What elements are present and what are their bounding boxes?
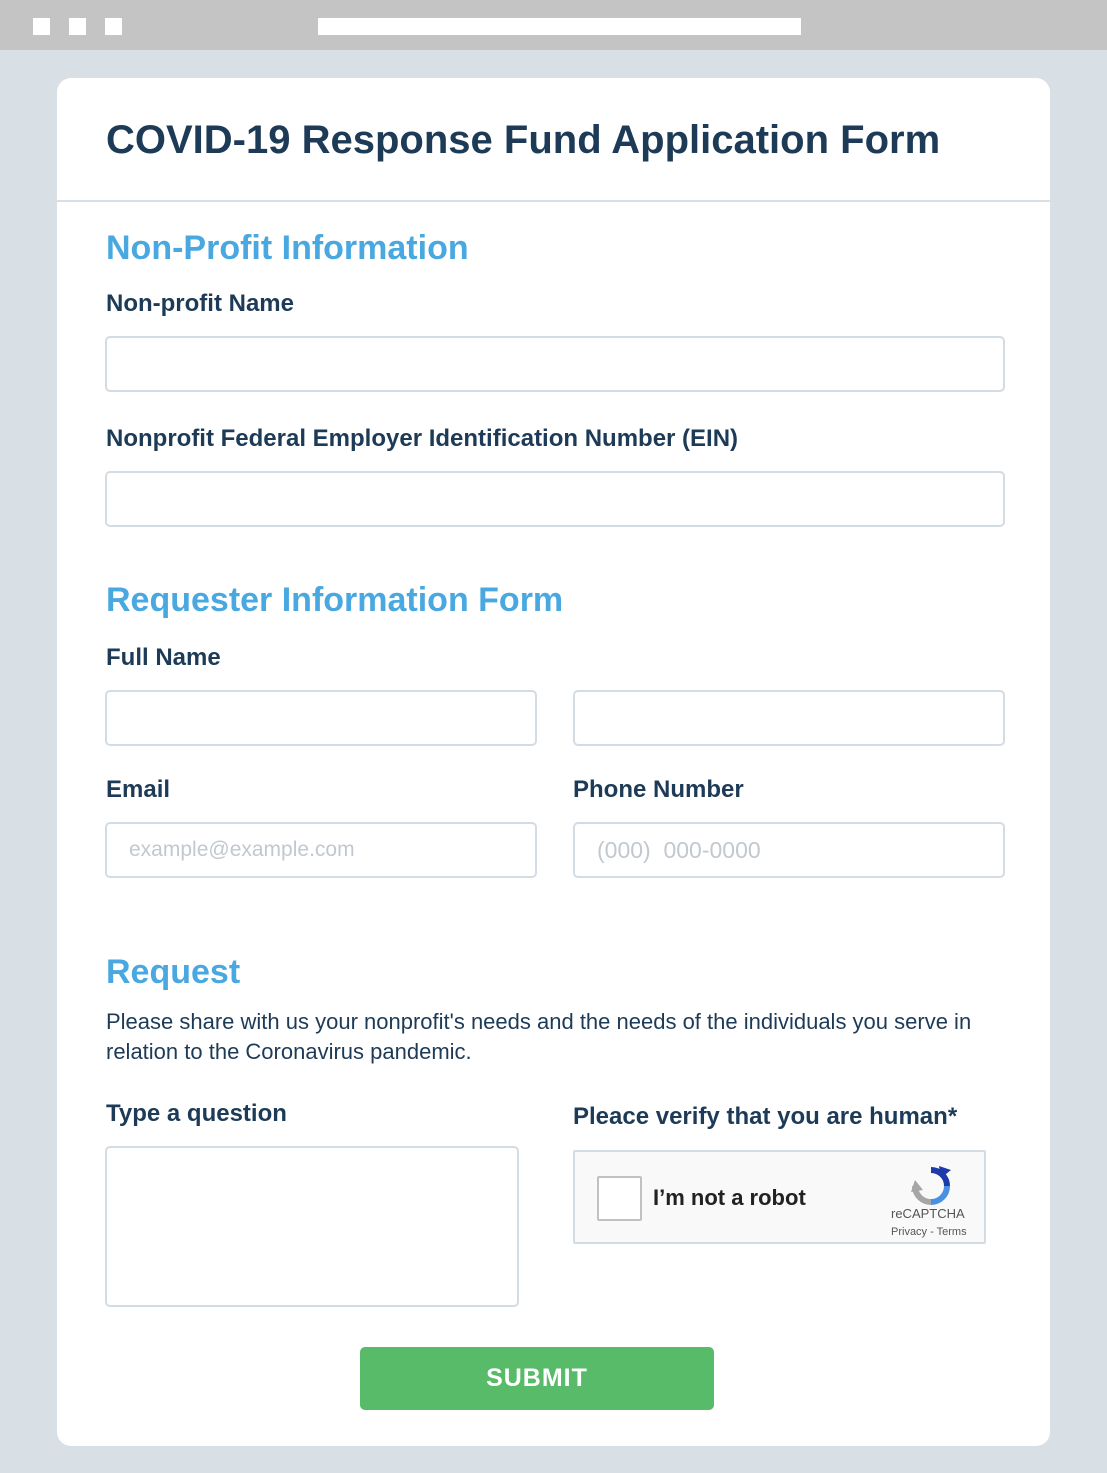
last-name-input[interactable] — [573, 690, 1005, 746]
window-control-3[interactable] — [105, 18, 122, 35]
recaptcha-widget — [573, 1150, 986, 1244]
recaptcha-brand: reCAPTCHA — [891, 1206, 965, 1221]
form-card — [57, 78, 1050, 1446]
phone-input[interactable] — [573, 822, 1005, 878]
email-label: Email — [106, 776, 171, 803]
section-heading-request: Request — [106, 953, 241, 991]
window-control-1[interactable] — [33, 18, 50, 35]
section-heading-nonprofit: Non-Profit Information — [106, 229, 469, 267]
nonprofit-name-input[interactable] — [105, 336, 1005, 392]
ein-input[interactable] — [105, 471, 1005, 527]
section-heading-requester: Requester Information Form — [106, 581, 564, 619]
submit-button[interactable]: SUBMIT — [360, 1347, 714, 1410]
form-header — [57, 78, 1050, 202]
recaptcha-logo-icon — [909, 1164, 953, 1208]
nonprofit-name-label: Non-profit Name — [106, 290, 294, 317]
first-name-input[interactable] — [105, 690, 537, 746]
verify-label: Pleace verify that you are human* — [573, 1103, 958, 1130]
request-description: Please share with us your nonprofit's needs and the needs of the individuals you serve in relation to the Coronavirus pandemic. — [106, 1009, 972, 1064]
form-title: COVID-19 Response Fund Application Form — [106, 118, 941, 162]
window-control-2[interactable] — [69, 18, 86, 35]
ein-label: Nonprofit Federal Employer Identification Number (EIN) — [106, 425, 739, 452]
question-textarea[interactable] — [105, 1146, 519, 1307]
phone-label: Phone Number — [573, 776, 744, 803]
browser-chrome — [0, 0, 1107, 50]
full-name-label: Full Name — [106, 644, 221, 671]
recaptcha-text: I’m not a robot — [653, 1185, 806, 1210]
address-bar[interactable] — [318, 18, 801, 35]
question-label: Type a question — [106, 1100, 287, 1127]
recaptcha-checkbox[interactable] — [597, 1176, 642, 1221]
email-input[interactable] — [105, 822, 537, 878]
recaptcha-links[interactable]: Privacy - Terms — [891, 1226, 967, 1238]
